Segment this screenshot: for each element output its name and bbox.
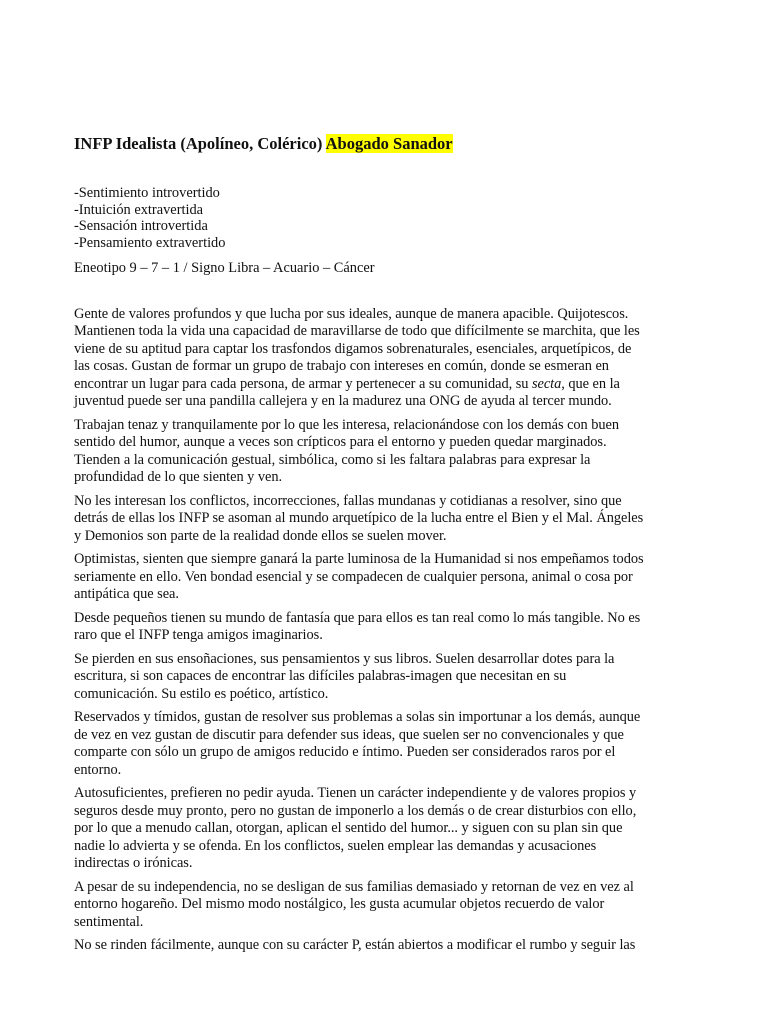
text-line: sentido del humor, aunque a veces son crípticos para el entorno y pueden quedar marginados. [74,434,607,451]
text-line: de vez en vez gustan de discutir para defender sus ideas, que suelen ser no convencionales y que [74,726,624,743]
text-line: Desde pequeños tienen su mundo de fantasía que para ellos es tan real como lo más tangible. No es [74,609,641,626]
text-line: por lo que a menudo callan, otorgan, aplican el sentido del humor... y siguen con su plan sin que [74,820,623,837]
paragraph-2 [74,417,694,487]
body-text [74,306,694,955]
text-line: A pesar de su independencia, no se desligan de sus familias demasiado y retornan de vez en vez al [74,878,634,895]
text-line: Trabajan tenaz y tranquilamente por lo que les interesa, relacionándose con los demás con buen [74,416,620,433]
text-line: Tienden a la comunicación gestual, simbólica, como si les faltara palabras para expresar la [74,451,591,468]
text-line: comparte con sólo un grupo de amigos reducido e íntimo. Pueden ser considerados raros por el [74,744,616,761]
paragraph-8 [74,785,694,873]
text-line: comunicación. Su estilo es poético, artístico. [74,685,329,702]
text-line: juventud puede ser una pandilla callejera y en la madurez una ONG de ayuda al tercer mundo. [74,393,612,410]
text-line: No se rinden fácilmente, aunque con su carácter P, están abiertos a modificar el rumbo y seguir las [74,937,636,954]
text-line: Mantienen toda la vida una capacidad de maravillarse de todo que difícilmente se marchita, que les [74,323,640,340]
function-item: -Sentimiento introvertido [74,185,220,201]
text-line: y Demonios son parte de la realidad donde ellos se suelen mover. [74,527,447,544]
text-line: No les interesan los conflictos, incorrecciones, fallas mundanas y cotidianas a resolver, sino que [74,492,622,509]
text-segment: encontrar un lugar para cada persona, de armar y pertenecer a su comunidad, su [74,375,532,392]
text-line: Gente de valores profundos y que lucha por sus ideales, aunque de manera apacible. Quijotescos. [74,305,629,322]
paragraph-9 [74,879,694,932]
text-line: escritura, si son capaces de encontrar las difíciles palabras-imagen que necesitan en su [74,668,567,685]
paragraph-7 [74,709,694,779]
text-line: entorno. [74,761,122,778]
text-line: Autosuficientes, prefieren no pedir ayuda. Tienen un carácter independiente y de valores propios y [74,785,637,802]
text-line: Optimistas, sienten que siempre ganará la parte luminosa de la Humanidad si nos empeñamos todos [74,551,644,568]
text-line: antipática que sea. [74,586,179,603]
text-line: indirectas o irónicas. [74,855,193,872]
cognitive-functions-list [74,185,694,251]
italic-word: secta [531,375,562,392]
text-line: nadie lo advierta y se ofenda. En los conflictos, suelen emplear las demandas y acusaciones [74,837,597,854]
text-segment: , que en la [561,375,620,392]
text-line: sentimental. [74,913,144,930]
text-line: Reservados y tímidos, gustan de resolver sus problemas a solas sin importunar a los demás, aunque [74,709,641,726]
text-line: seguros desde muy pronto, pero no gustan de imponerlo a los demás o de crear disturbios con ello, [74,802,637,819]
paragraph-4 [74,551,694,604]
paragraph-6 [74,651,694,704]
text-line: Se pierden en sus ensoñaciones, sus pensamientos y sus libros. Suelen desarrollar dotes para la [74,650,615,667]
text-line: seriamente en ello. Ven bondad esencial y se compadecen de cualquier persona, animal o cosa por [74,568,633,585]
eneotipo-line: Eneotipo 9 – 7 – 1 / Signo Libra – Acuario – Cáncer [74,260,375,277]
text-line: entorno hogareño. Del mismo modo nostálgico, les gusta acumular objetos recuerdo de valor [74,896,605,913]
document-body [74,133,694,961]
text-line: raro que el INFP tenga amigos imaginarios. [74,627,323,644]
title-highlight: Abogado Sanador [325,134,453,153]
text-line: viene de su aptitud para captar los trasfondos digamos sobrenaturales, esenciales, arquetípicos, de [74,340,632,357]
text-line: profundidad de lo que sienten y ven. [74,469,283,486]
document-title [74,133,694,155]
paragraph-3 [74,493,694,546]
paragraph-10 [74,937,694,955]
text-line [74,376,694,394]
paragraph-5 [74,610,694,645]
function-item: -Intuición extravertida [74,201,204,218]
text-line: detrás de ellas los INFP se asoman al mundo arquetípico de la lucha entre el Bien y el Mal. Ángeles [74,510,644,527]
function-item: -Sensación introvertida [74,218,208,235]
title-main: INFP Idealista (Apolíneo, Colérico) [74,134,323,153]
text-line: las cosas. Gustan de formar un grupo de trabajo con intereses en común, donde se esmeran en [74,358,609,375]
paragraph-1 [74,306,694,411]
function-item: -Pensamiento extravertido [74,234,226,251]
